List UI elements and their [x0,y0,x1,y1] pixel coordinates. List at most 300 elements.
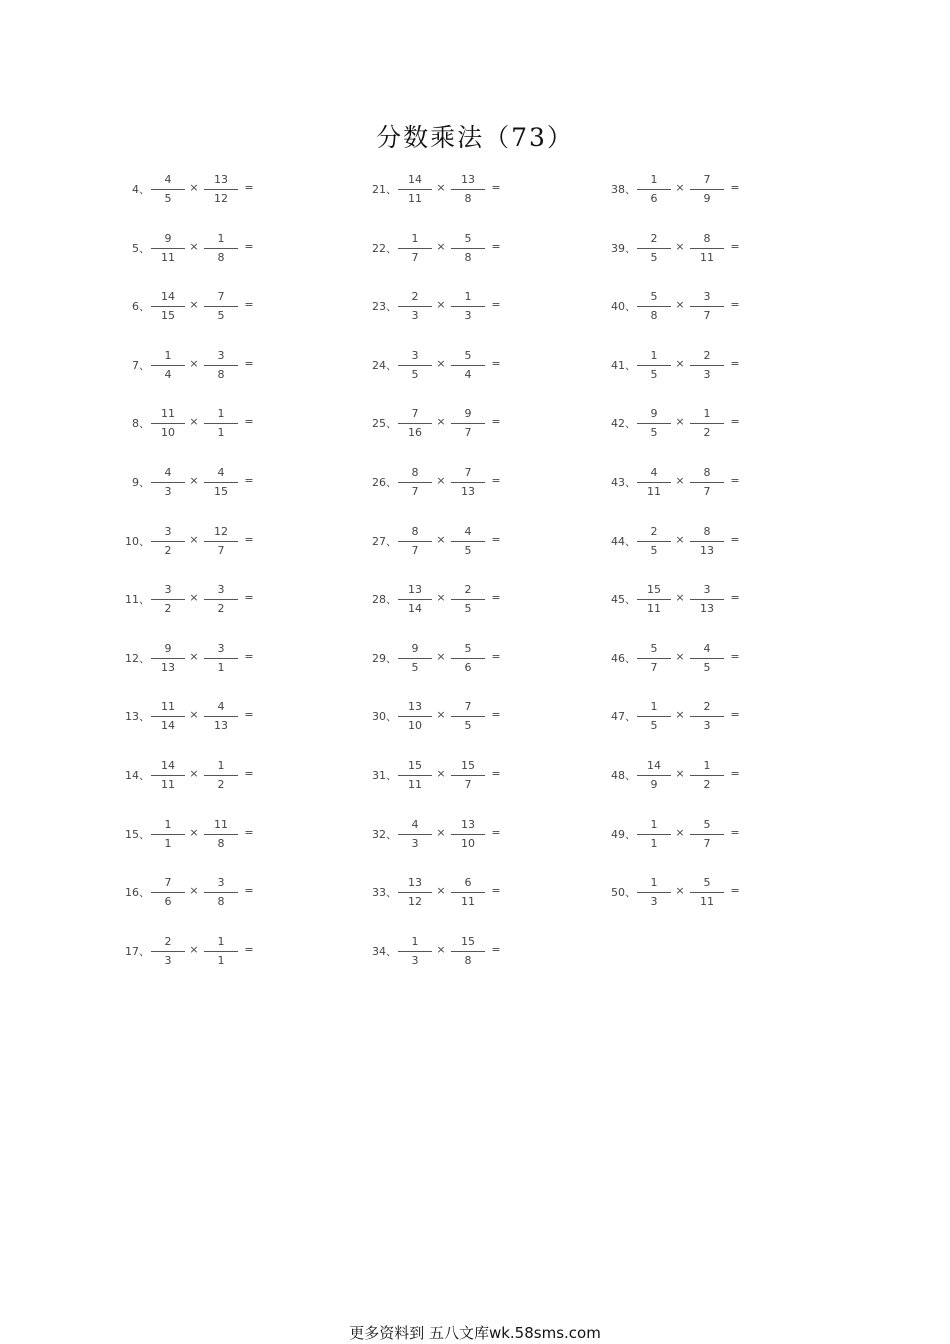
equals-sign: = [244,649,254,663]
times-sign: × [675,239,685,253]
times-sign: × [436,415,446,429]
fraction-bar [690,658,724,659]
fraction-bar [151,892,185,893]
problem-number: 44、 [611,534,636,548]
denominator: 8 [650,309,658,323]
fraction-bar [451,775,485,776]
numerator: 1 [217,759,225,772]
fraction-bar [398,423,432,424]
problem-number: 43、 [611,476,636,489]
equals-sign: = [491,825,501,839]
fraction-second [204,463,238,501]
fraction-bar [398,248,432,249]
denominator: 11 [700,895,714,909]
numerator: 5 [703,817,711,831]
times-sign: × [189,298,199,312]
denominator: 14 [408,602,422,616]
denominator: 11 [161,250,175,264]
denominator: 15 [214,485,228,498]
equals-sign: = [244,239,254,253]
problem-item [604,463,804,503]
fraction-first [151,287,185,325]
denominator: 16 [408,426,422,440]
fraction-second [690,873,724,911]
numerator: 13 [408,876,422,890]
fraction-bar [204,599,238,600]
problem-item [118,932,318,972]
problem-item [118,404,318,444]
denominator: 2 [164,602,172,616]
numerator: 6 [464,876,472,890]
fraction-bar [690,834,724,835]
numerator: 14 [161,290,175,304]
fraction-bar [151,716,185,717]
numerator: 1 [703,759,711,772]
fraction-second [451,346,485,384]
fraction-bar [451,189,485,190]
denominator: 6 [464,660,472,674]
fraction-bar [151,423,185,424]
times-sign: × [189,942,199,956]
numerator: 4 [650,466,658,479]
fraction-bar [151,599,185,600]
numerator: 12 [214,524,228,538]
denominator: 9 [703,192,711,205]
denominator: 3 [703,367,711,381]
times-sign: × [189,884,199,898]
times-sign: × [189,415,199,429]
denominator: 8 [217,250,225,264]
numerator: 11 [161,407,175,421]
fraction-second [204,873,238,911]
fraction-bar [204,541,238,542]
numerator: 7 [464,466,472,479]
problem-number: 6、 [132,300,150,314]
fraction-first [398,639,432,677]
equals-sign: = [244,298,254,312]
problem-item [365,404,565,444]
problem-item [118,229,318,269]
equals-sign: = [491,591,501,605]
problem-number: 23、 [372,300,397,314]
numerator: 2 [411,290,419,304]
fraction-bar [204,716,238,717]
numerator: 1 [650,817,658,831]
numerator: 4 [411,817,419,831]
fraction-bar [204,306,238,307]
denominator: 5 [703,660,711,674]
denominator: 11 [161,778,175,791]
equals-sign: = [244,181,254,194]
fraction-first [637,170,671,208]
fraction-second [451,229,485,267]
denominator: 8 [217,895,225,909]
numerator: 5 [650,641,658,655]
fraction-bar [151,482,185,483]
numerator: 9 [650,407,658,421]
fraction-second [451,522,485,560]
denominator: 3 [164,485,172,498]
times-sign: × [436,356,446,370]
fraction-first [151,346,185,384]
problem-item [604,756,804,796]
problem-number: 32、 [372,827,397,841]
problem-item [365,756,565,796]
fraction-bar [637,599,671,600]
denominator: 7 [650,660,658,674]
denominator: 11 [700,250,714,264]
fraction-second [690,404,724,442]
problem-item [118,287,318,327]
fraction-second [690,346,724,384]
equals-sign: = [730,474,740,487]
problem-number: 16、 [125,886,150,900]
numerator: 1 [650,173,658,186]
fraction-second [451,815,485,853]
problem-number: 27、 [372,534,397,548]
problem-number: 7、 [132,358,150,372]
equals-sign: = [730,356,740,370]
denominator: 2 [164,543,172,557]
problem-number: 31、 [372,769,397,782]
denominator: 5 [464,602,472,616]
denominator: 2 [217,602,225,616]
problem-number: 33、 [372,886,397,900]
equals-sign: = [730,298,740,312]
numerator: 4 [164,466,172,479]
fraction-bar [451,541,485,542]
fraction-second [690,170,724,208]
times-sign: × [675,591,685,605]
times-sign: × [189,649,199,663]
equals-sign: = [491,415,501,429]
numerator: 5 [703,876,711,890]
equals-sign: = [491,356,501,370]
fraction-bar [151,834,185,835]
equals-sign: = [244,356,254,370]
fraction-second [690,580,724,618]
denominator: 1 [217,426,225,440]
denominator: 11 [408,192,422,205]
fraction-bar [398,365,432,366]
fraction-first [398,346,432,384]
problem-item [604,815,804,855]
fraction-bar [690,365,724,366]
fraction-bar [451,892,485,893]
fraction-bar [151,189,185,190]
denominator: 13 [700,602,714,616]
problem-item [604,873,804,913]
fraction-bar [690,541,724,542]
numerator: 15 [408,759,422,772]
times-sign: × [436,708,446,722]
denominator: 9 [650,778,658,791]
problem-item [365,815,565,855]
times-sign: × [675,415,685,429]
problem-number: 26、 [372,476,397,489]
equals-sign: = [491,649,501,663]
numerator: 8 [411,524,419,538]
problem-item [365,229,565,269]
equals-sign: = [730,591,740,605]
numerator: 7 [703,173,711,186]
times-sign: × [675,649,685,663]
fraction-bar [151,365,185,366]
problem-item [365,580,565,620]
numerator: 1 [217,407,225,421]
denominator: 2 [703,426,711,440]
fraction-bar [151,306,185,307]
problem-number: 11、 [125,593,150,607]
fraction-bar [451,248,485,249]
fraction-first [151,815,185,853]
problem-item [365,697,565,737]
denominator: 5 [650,367,658,381]
denominator: 8 [464,953,472,967]
numerator: 8 [703,231,711,245]
fraction-first [637,815,671,853]
denominator: 7 [464,426,472,440]
denominator: 12 [214,192,228,205]
fraction-bar [398,834,432,835]
denominator: 10 [408,719,422,733]
numerator: 13 [408,700,422,714]
denominator: 13 [461,485,475,498]
fraction-second [690,815,724,853]
problem-number: 5、 [132,241,150,255]
numerator: 1 [164,817,172,831]
times-sign: × [675,474,685,487]
fraction-second [451,932,485,970]
fraction-bar [398,658,432,659]
fraction-bar [637,423,671,424]
numerator: 15 [647,583,661,597]
fraction-first [398,287,432,325]
fraction-bar [204,365,238,366]
problem-item [365,522,565,562]
fraction-second [204,170,238,208]
fraction-second [204,522,238,560]
denominator: 7 [703,309,711,323]
fraction-bar [690,775,724,776]
denominator: 8 [217,367,225,381]
fraction-bar [204,951,238,952]
numerator: 3 [217,641,225,655]
fraction-bar [204,892,238,893]
problem-item [118,873,318,913]
fraction-bar [637,541,671,542]
fraction-second [204,932,238,970]
numerator: 2 [464,583,472,597]
numerator: 3 [217,348,225,362]
equals-sign: = [244,884,254,898]
fraction-first [151,580,185,618]
equals-sign: = [491,884,501,898]
fraction-bar [204,658,238,659]
fraction-second [451,756,485,794]
fraction-first [398,463,432,501]
fraction-second [690,639,724,677]
times-sign: × [189,239,199,253]
denominator: 5 [164,192,172,205]
times-sign: × [436,298,446,312]
equals-sign: = [491,239,501,253]
problem-number: 4、 [132,183,150,196]
fraction-first [637,873,671,911]
fraction-first [637,756,671,794]
fraction-bar [451,482,485,483]
equals-sign: = [244,474,254,487]
problem-item [118,463,318,503]
denominator: 2 [703,778,711,791]
fraction-second [204,404,238,442]
fraction-bar [451,423,485,424]
equals-sign: = [730,884,740,898]
numerator: 1 [703,407,711,421]
problem-item [118,815,318,855]
problem-number: 41、 [611,358,636,372]
numerator: 3 [703,290,711,304]
denominator: 5 [650,250,658,264]
equals-sign: = [730,415,740,429]
fraction-bar [690,892,724,893]
fraction-second [204,346,238,384]
equals-sign: = [491,532,501,546]
times-sign: × [189,591,199,605]
fraction-first [398,170,432,208]
fraction-bar [398,775,432,776]
numerator: 1 [650,876,658,890]
numerator: 8 [411,466,419,479]
denominator: 3 [411,836,419,850]
fraction-second [451,580,485,618]
denominator: 7 [411,485,419,498]
problem-number: 39、 [611,241,636,255]
fraction-second [451,639,485,677]
times-sign: × [436,942,446,956]
fraction-bar [151,951,185,952]
numerator: 5 [464,641,472,655]
fraction-bar [637,248,671,249]
denominator: 1 [217,660,225,674]
fraction-first [637,522,671,560]
denominator: 13 [161,660,175,674]
problem-item [118,346,318,386]
fraction-second [204,639,238,677]
denominator: 1 [650,836,658,850]
times-sign: × [436,474,446,487]
fraction-first [151,404,185,442]
fraction-first [637,229,671,267]
denominator: 5 [650,426,658,440]
fraction-bar [451,658,485,659]
numerator: 7 [411,407,419,421]
numerator: 1 [650,700,658,714]
numerator: 2 [650,524,658,538]
fraction-second [204,287,238,325]
fraction-bar [151,658,185,659]
times-sign: × [436,239,446,253]
numerator: 3 [217,583,225,597]
numerator: 9 [164,231,172,245]
numerator: 14 [161,759,175,772]
numerator: 7 [164,876,172,890]
denominator: 7 [703,485,711,498]
problem-number: 30、 [372,710,397,724]
denominator: 5 [464,543,472,557]
problem-item [604,404,804,444]
fraction-bar [204,482,238,483]
problem-item [365,346,565,386]
fraction-second [690,756,724,794]
fraction-second [690,522,724,560]
equals-sign: = [244,415,254,429]
equals-sign: = [244,825,254,839]
fraction-bar [398,306,432,307]
numerator: 7 [217,290,225,304]
numerator: 1 [217,934,225,948]
problem-item [604,580,804,620]
denominator: 10 [161,426,175,440]
equals-sign: = [244,591,254,605]
equals-sign: = [730,181,740,194]
numerator: 9 [164,641,172,655]
fraction-bar [637,716,671,717]
numerator: 8 [703,466,711,479]
fraction-second [204,697,238,735]
problem-item [118,639,318,679]
problem-number: 14、 [125,769,150,782]
fraction-first [637,404,671,442]
problem-number: 21、 [372,183,397,196]
equals-sign: = [491,767,501,780]
problem-number: 17、 [125,944,150,958]
denominator: 1 [217,953,225,967]
problem-number: 47、 [611,710,636,724]
fraction-first [398,697,432,735]
times-sign: × [675,181,685,194]
fraction-bar [637,306,671,307]
fraction-bar [451,834,485,835]
fraction-first [151,170,185,208]
fraction-second [690,697,724,735]
denominator: 8 [217,836,225,850]
problem-item [118,756,318,796]
equals-sign: = [730,708,740,722]
denominator: 14 [161,719,175,733]
denominator: 6 [164,895,172,909]
fraction-second [451,170,485,208]
fraction-second [451,697,485,735]
fraction-bar [451,599,485,600]
fraction-second [451,287,485,325]
denominator: 3 [703,719,711,733]
times-sign: × [675,825,685,839]
denominator: 11 [408,778,422,791]
equals-sign: = [491,942,501,956]
fraction-bar [451,306,485,307]
problem-number: 40、 [611,300,636,314]
denominator: 5 [650,719,658,733]
problem-item [365,639,565,679]
denominator: 8 [464,192,472,205]
fraction-first [398,873,432,911]
numerator: 15 [461,759,475,772]
numerator: 13 [461,817,475,831]
fraction-first [398,580,432,618]
denominator: 10 [461,836,475,850]
fraction-bar [398,599,432,600]
